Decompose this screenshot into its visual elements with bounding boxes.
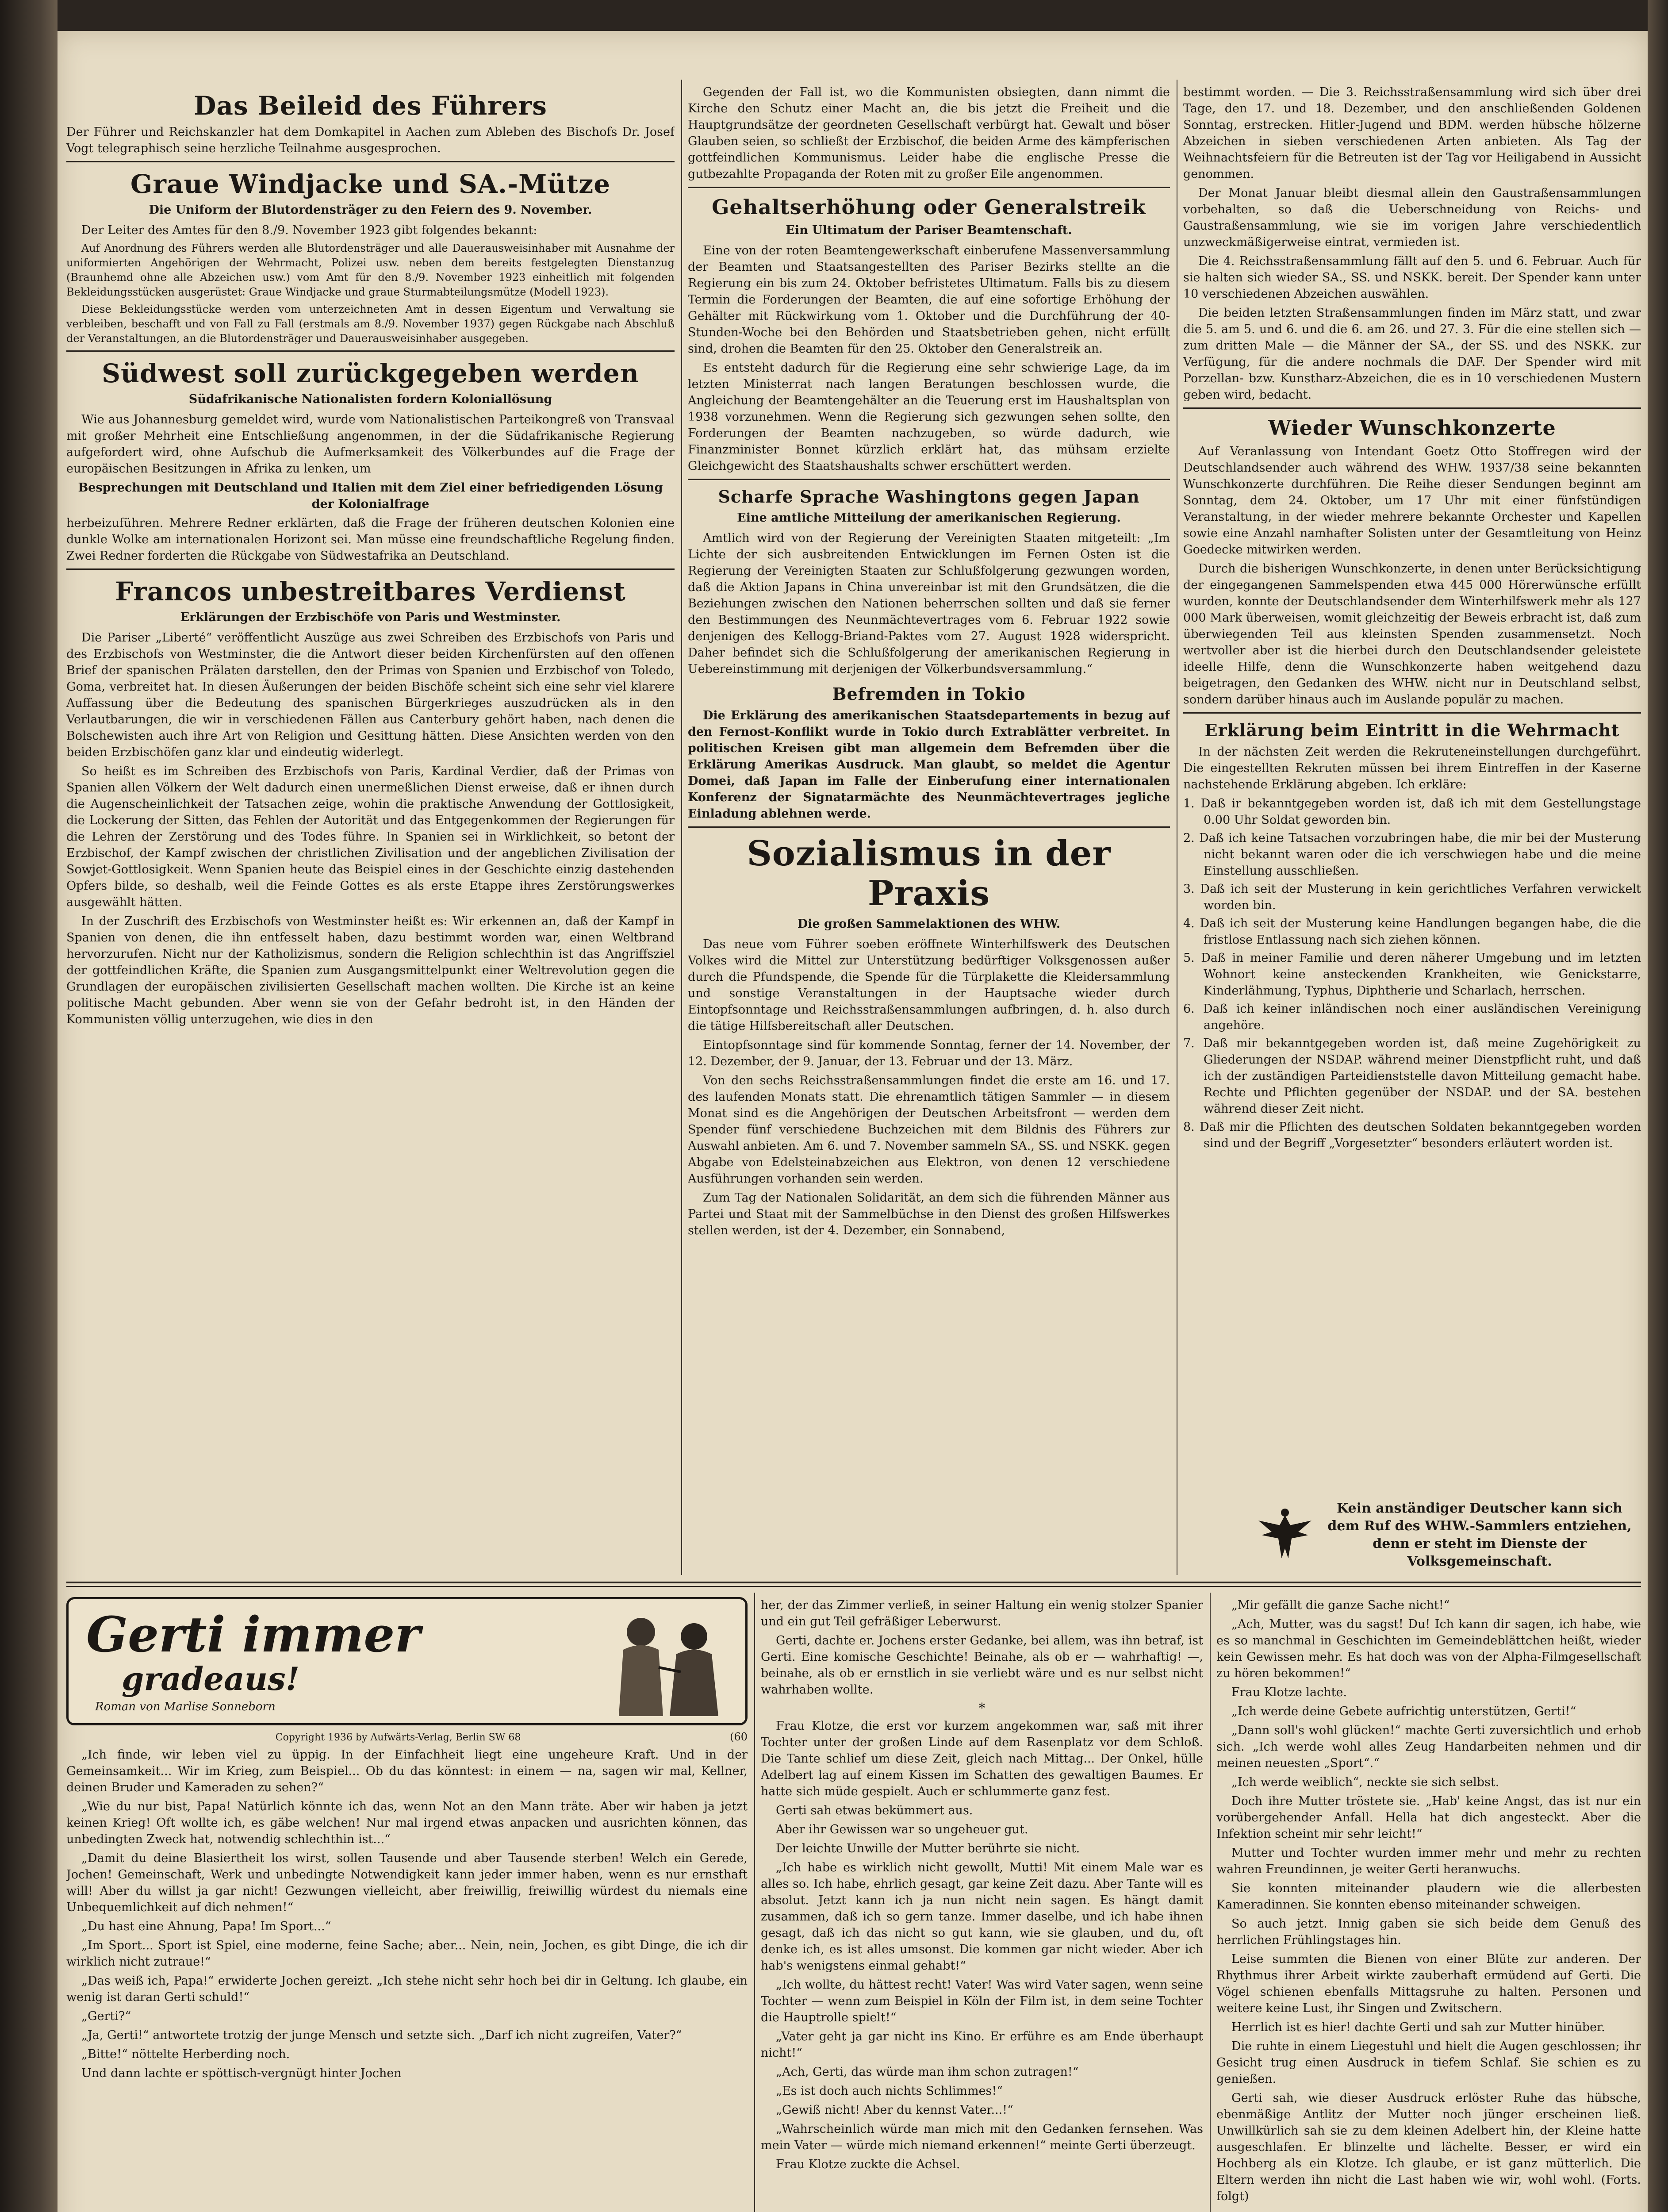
divider — [66, 161, 675, 162]
whw-slogan-box — [1252, 1495, 1641, 1575]
article-suedwest-1: Wie aus Johannesburg gemeldet wird, wurde vom Nationalistischen Parteikongreß von Transvaal mit großer Mehrheit eine Entschließung angenommen, in der die Südafrikanische Regierung aufgefordert wird, ohne Aufschub die Aufmerksamkeit des Völkerbundes auf die Frage der europäischen Besitzungen in Afrika zu lenken, um — [66, 413, 675, 476]
serial-para: So auch jetzt. Innig gaben sie sich beide dem Genuß des herrlichen Frühlingstages hin. — [1216, 1917, 1641, 1947]
serial-para: her, der das Zimmer verließ, in seiner Haltung ein wenig stolzer Spanier und ein gut Teil gefräßiger Leberwurst. — [761, 1598, 1203, 1628]
serial-title-2: gradeaus! — [122, 1660, 300, 1697]
serial-column-3 — [1216, 1597, 1641, 2212]
article-beileid: Der Führer und Reichskanzler hat dem Domkapitel in Aachen zum Ableben des Bischofs Dr. Josef Vogt telegraphisch seine herzliche Teilnahme ausgesprochen. — [66, 125, 675, 155]
column-rule — [1210, 1593, 1211, 2212]
headline-sozialismus: Sozialismus in der Praxis — [747, 833, 1111, 914]
serial-para: Der leichte Unwille der Mutter berührte sie nicht. — [776, 1842, 1080, 1855]
divider — [66, 350, 675, 352]
article-windjacke-3: Diese Bekleidungsstücke werden vom unterzeichneten Amt in dessen Eigentum und Verwaltung sie verbleiben, beschafft und von Fall zu Fall (erstmals am 8./9. November 1937) gegen Rückgabe nach Abschluß der Veranstaltungen, an die Blutordensträger und Dauerausweisinhaber ausgegeben. — [66, 303, 675, 345]
article-windjacke-1: Der Leiter des Amtes für den 8./9. November 1923 gibt folgendes bekannt: — [81, 223, 537, 237]
serial-para: Frau Klotze, die erst vor kurzem angekommen war, saß mit ihrer Tochter unter der großen Linde auf dem Rasenplatz vor dem Schloß. Die Tante schlief um diese Zeit, gleich nach Mittag... Der Onkel, hülle Adelbert lag auf einem Kissen im Schatten des gewaltigen Baumes. Er hatte sich müde gespielt. Auch er schlummerte ganz fest. — [761, 1719, 1203, 1798]
list-item: 3. Daß ich seit der Musterung in kein gerichtliches Verfahren verwickelt worden bin. — [1183, 882, 1641, 912]
serial-para: Doch ihre Mutter tröstete sie. „Hab' keine Angst, das ist nur ein vorübergehender Anfall. Hella hat dich angesteckt. Aber die Infektion scheint mir sehr leicht!“ — [1216, 1794, 1641, 1841]
eagle-icon — [1252, 1502, 1318, 1568]
column-rule — [681, 80, 682, 1575]
serial-para: Herrlich ist es hier! dachte Gerti und sah zur Mutter hinüber. — [1231, 2020, 1605, 2034]
article-francos-1: Die Pariser „Liberté“ veröffentlicht Auszüge aus zwei Schreiben des Erzbischofs von Paris und des Erzbischofs von Westminster, die die Antwort dieser beiden Kirchenfürsten auf den offenen Brief der spanischen Prälaten darstellen, den der Primas von Spanien und Erzbischof von Toledo, Goma, verbreitet hat. In diesen Äußerungen der beiden Bischöfe scheint sich eine sehr viel klarere Auffassung über die Bedeutung des spanischen Bürgerkrieges auszudrücken als in den Verlautbarungen, die wir in verschiedenen Fällen aus Canterbury gehört haben, nach denen die Bolschewisten auch ihre Art von Religion und Gesittung hätten. Diese Ansichten werden von den beiden Erzbischöfen ganz klar und eindeutig widerlegt. — [66, 631, 675, 759]
subhead-suedwest: Südafrikanische Nationalisten fordern Koloniallösung — [188, 392, 552, 406]
article-sozialismus-cont-3: Die 4. Reichsstraßensammlung fällt auf den 5. und 6. Februar. Auch für sie halten sich wieder SA., SS. und NSKK. bereit. Der Spender kann unter 10 verschiedenen Abzeichen auswählen. — [1183, 254, 1641, 301]
list-item: 8. Daß mir die Pflichten des deutschen Soldaten bekanntgegeben worden sind und der Begriff „Vorgesetzter“ besonders erläutert worden ist. — [1183, 1120, 1641, 1150]
serial-column-2 — [761, 1597, 1203, 2212]
serial-para: „Ich wollte, du hättest recht! Vater! Was wird Vater sagen, wenn seine Tochter — wenn zum Beispiel in Köln der Film ist, in dem seine Tochter die Hauptrolle spielt!“ — [761, 1978, 1203, 2024]
list-item: 4. Daß ich seit der Musterung keine Handlungen begangen habe, die die fristlose Entlassung nach sich ziehen können. — [1183, 917, 1641, 947]
headline-japan: Scharfe Sprache Washingtons gegen Japan — [718, 487, 1140, 507]
serial-copyright: Copyright 1936 by Aufwärts-Verlag, Berlin SW 68 — [275, 1732, 521, 1743]
declaration-list — [1183, 795, 1641, 1152]
serial-para: Sie konnten miteinander plaudern wie die allerbesten Kameradinnen. Sie konnten ebenso miteinander schweigen. — [1216, 1882, 1641, 1912]
serial-para: „Damit du deine Blasiertheit los wirst, sollen Tausende und aber Tausende sterben! Welch ein Gerede, Jochen! Gemeinschaft, Werk und unbedingte Notwendigkeit kann jeder immer haben, wenn es nur ernsthaft will! Aber du willst ja gar nicht! Gezwungen vielleicht, aber freiwillig, freiwillig würdest du niemals eine Unbequemlichkeit auf dich nehmen!“ — [66, 1851, 748, 1914]
headline-wunschkonzerte: Wieder Wunschkonzerte — [1268, 416, 1556, 440]
divider — [1183, 712, 1641, 714]
serial-para: „Ich werde weiblich“, neckte sie sich selbst. — [1231, 1775, 1499, 1789]
headline-beileid: Das Beileid des Führers — [194, 91, 547, 121]
headline-francos: Francos unbestreitbares Verdienst — [115, 576, 626, 607]
serial-para: Die ruhte in einem Liegestuhl und hielt die Augen geschlossen; ihr Gesicht trug einen Ausdruck in tiefem Schlaf. Sie schien es zu genießen. — [1216, 2039, 1641, 2086]
serial-para: „Im Sport... Sport ist Spiel, eine moderne, feine Sache; aber... Nein, nein, Jochen, es gibt Dinge, die ich dir wirklich nicht zutraue!“ — [66, 1939, 748, 1969]
column-2 — [688, 84, 1170, 1575]
serial-para: „Dann soll's wohl glücken!“ machte Gerti zuversichtlich und erhob sich. „Ich werde wohl alles Zeug Handarbeiten nehmen und dir meinen neuesten „Sport“.“ — [1216, 1724, 1641, 1770]
subhead-gehalt: Ein Ultimatum der Pariser Beamtenschaft. — [786, 223, 1072, 237]
serial-para: „Ich habe es wirklich nicht gewollt, Mutti! Mit einem Male war es alles so. Ich habe, ehrlich gesagt, gar keine Zeit dazu. Aber Tante will es absolut. Jetzt kann ich ja nun nicht nein sagen. Es hängt damit zusammen, daß ich so gern tanze. Immer daselbe, und ich habe ihnen gesagt, daß ich das nicht so gut kann, wie sie glauben, und du, oft denke ich, es ist alles umsonst. Die kommen gar nicht wieder. Aber ich hab's wenigstens einmal gehabt!“ — [761, 1861, 1203, 1973]
article-sozialismus-cont-4: Die beiden letzten Straßensammlungen finden im März statt, und zwar die 5. am 5. und 6. und die 6. am 26. und 27. 3. Für die eine stellen sich — zum dritten Male — die Männer der SA., der SS. und des NSKK. zur Verfügung, für die andere nochmals die DAF. Der Spender wird mit Porzellan- bzw. Kunstharz-Abzeichen, die es in 10 verschiedenen Mustern geben wird, bedacht. — [1183, 306, 1641, 402]
list-item: 7. Daß mir bekanntgegeben worden ist, daß meine Zugehörigkeit zu Gliederungen der NSDAP. während meiner Dienstpflicht ruht, und daß ich der zuständigen Parteidienststelle davon Mitteilung gemacht habe. Rechte und Pflichten gegenüber der NSDAP. und der SA. bestehen während dieser Zeit nicht. — [1183, 1037, 1641, 1116]
serial-para: „Ich finde, wir leben viel zu üppig. In der Einfachheit liegt eine ungeheure Kraft. Und in der Gemeinsamkeit... Wir im Krieg, zum Beispiel... Ob du das könntest: in einem — na, sagen wir mal, Kellner, deinen Bruder und Kameraden zu sehen?“ — [66, 1748, 748, 1794]
serial-column-1 — [66, 1597, 748, 2212]
serial-para: Leise summten die Bienen von einer Blüte zur anderen. Der Rhythmus ihrer Arbeit wirkte zauberhaft ermüdend auf Gerti. Die Vögel schienen ebenfalls Mittagsruhe zu halten. Personen und weitere keine Lust, ihr Singen und Zwitschern. — [1216, 1952, 1641, 2015]
headline-tokio: Befremden in Tokio — [832, 684, 1026, 704]
serial-para: „Vater geht ja gar nicht ins Kino. Er erführe es am Ende überhaupt nicht!“ — [761, 2030, 1203, 2060]
article-windjacke-2: Auf Anordnung des Führers werden alle Blutordensträger und alle Dauerausweisinhaber mit Ausnahme der uniformierten Angehörigen der Wehrmacht, Polizei usw. neben dem bereits festgelegten Dienstanzug (Braunhemd ohne alle Abzeichen usw.) vom Amt für den 8./9. November 1923 einheitlich mit folgenden Bekleidungsstücken ausgerüstet: Graue Windjacke und graue Sturmabteilungsmütze (Modell 1923). — [66, 242, 675, 298]
subhead-windjacke: Die Uniform der Blutordensträger zu den Feiern des 9. November. — [149, 203, 592, 217]
serial-para: „Mir gefällt die ganze Sache nicht!“ — [1231, 1598, 1450, 1612]
article-sozialismus-cont: bestimmt worden. — Die 3. Reichsstraßensammlung wird sich über drei Tage, den 17. und 18. Dezember, und den anschließenden Goldenen Sonntag, erstrecken. Hitler-Jugend und BDM. werden hübsche hölzerne Abzeichen in sieben verschiedenen Arten anbieten. Als Tag der Weihnachtsfeiern für die Betreuten ist der Tag vor Heiligabend in Aussicht genommen. — [1183, 85, 1641, 181]
divider — [66, 568, 675, 570]
serial-para: „Bitte!“ nöttelte Herberding noch. — [81, 2047, 290, 2061]
newspaper-page — [58, 31, 1648, 2212]
article-wunsch-1: Auf Veranlassung von Intendant Goetz Otto Stoffregen wird der Deutschlandsender auch während des WHW. 1937/38 seine bekannten Wunschkonzerte durchführen. Die Reihe dieser Sendungen beginnt am Sonntag, dem 24. Oktober, um 17 Uhr mit einer fünfstündigen Veranstaltung, in der wieder mehrere bekannte Orchester und Kapellen sowie eine Anzahl namhafter Solisten unter der Gesamtleitung von Heinz Goedecke mitwirken werden. — [1183, 445, 1641, 557]
serial-para: „Ja, Gerti!“ antwortete trotzig der junge Mensch und setzte sich. „Darf ich nicht zugreifen, Vater?“ — [81, 2028, 682, 2042]
whw-slogan: Kein anständiger Deutscher kann sich dem Ruf des WHW.-Sammlers entziehen, denn er steht im Dienste der Volksgemeinschaft. — [1327, 1501, 1632, 1569]
serial-para: Mutter und Tochter wurden immer mehr und mehr zu rechten wahren Freundinnen, je weiter Gerti heranwuchs. — [1216, 1846, 1641, 1876]
list-item: 6. Daß ich keiner inländischen noch einer ausländischen Vereinigung angehöre. — [1183, 1002, 1641, 1032]
column-1 — [66, 84, 675, 1575]
article-francos-3: In der Zuschrift des Erzbischofs von Westminster heißt es: Wir erkennen an, daß der Kampf in Spanien von denen, die ihn entfesselt haben, dazu bestimmt worden war, einen Weltbrand hervorzurufen. Nicht nur der Katholizismus, sondern die Religion schlechthin ist das Angriffsziel der gottfeindlichen Kräfte, die Spanien zum Ausgangsmittelpunkt einer Weltrevolution gegen die Grundlagen der europäischen zivilisierten Gesellschaft machen wollten. Die Kirche ist an keine politische Macht gebunden. Aber wenn sie von der Gefahr bedroht ist, in den Händen der Kommunisten völlig unterzugehen, wie dies in den — [66, 914, 675, 1026]
article-sozialismus-cont-2: Der Monat Januar bleibt diesmal allein den Gaustraßensammlungen vorbehalten, so daß die Ueberschneidung von Reichs- und Gaustraßensammlung, wie sie im vorigen Jahre verschiedentlich unzweckmäßigerweise eintrat, vermieden ist. — [1183, 186, 1641, 249]
serial-para: „Ich werde deine Gebete aufrichtig unterstützen, Gerti!“ — [1231, 1705, 1576, 1718]
subhead-japan: Eine amtliche Mitteilung der amerikanischen Regierung. — [737, 511, 1121, 525]
article-sozialismus-1: Das neue vom Führer soeben eröffnete Winterhilfswerk des Deutschen Volkes wird die Mittel zur Unterstützung bedürftiger Volksgenossen außer durch die Pfundspende, die Spende für die Türplakette die Kleidersammlung und sonstige Veranstaltungen in der Hauptsache wieder durch Eintopfsonntage und Reichsstraßensammlungen aufbringen, d. h. also durch die tätige Hilfsbereitschaft aller Deutschen. — [688, 937, 1170, 1033]
serial-para: „Wie du nur bist, Papa! Natürlich könnte ich das, wenn Not an den Mann träte. Aber wir haben ja jetzt keinen Krieg! Oft wollte ich, es gäbe welchen! Nur mal irgend etwas anpacken und ausrichten können, das unbedingten Zweck hat, notwendig schlechthin ist...“ — [66, 1800, 748, 1846]
article-gehalt-1: Eine von der roten Beamtengewerkschaft einberufene Massenversammlung der Beamten und Staatsangestellten des Pariser Bezirks stellte an die Regierung ein bis zum 24. Oktober befristetes Ultimatum. Falls bis zu diesem Termin die Forderungen der Beamten, die auf eine sofortige Erhöhung der Gehälter mit Rückwirkung vom 1. Oktober und die Durchführung der 40-Stunden-Woche bei den Behörden und Staatsbetrieben gehen, nicht erfüllt sind, drohen die Beamten für den 25. Oktober den Generalstreik an. — [688, 244, 1170, 356]
divider — [688, 187, 1170, 188]
divider — [688, 479, 1170, 480]
serial-byline: Roman von Marlise Sonneborn — [95, 1700, 276, 1713]
column-rule — [754, 1593, 755, 2212]
serial-banner — [66, 1597, 748, 1725]
article-suedwest-3: herbeizuführen. Mehrere Redner erklärten, daß die Frage der früheren deutschen Kolonien eine dunkle Wolke am internationalen Horizont sei. Man müsse eine freundschaftliche Regelung finden. Zwei Redner forderten die Rückgabe von Südwestafrika an Deutschland. — [66, 516, 675, 563]
article-suedwest-2: Besprechungen mit Deutschland und Italien mit dem Ziel einer befriedigenden Lösung der Kolonialfrage — [78, 481, 663, 511]
serial-number: (60 — [730, 1731, 748, 1743]
subhead-francos: Erklärungen der Erzbischöfe von Paris und Westminster. — [180, 611, 561, 624]
article-erklaerung-intro: In der nächsten Zeit werden die Rekruteneinstellungen durchgeführt. Die eingestellten Rekruten müssen bei ihrem Eintreffen in der Kaserne nachstehende Erklärung abgeben. Ich erkläre: — [1183, 745, 1641, 791]
serial-para: Frau Klotze zuckte die Achsel. — [776, 2158, 960, 2171]
subhead-sozialismus: Die großen Sammelaktionen des WHW. — [797, 917, 1061, 931]
serial-para: „Ach, Mutter, was du sagst! Du! Ich kann dir sagen, ich habe, wie es so manchmal in Geschichten im Gemeindeblättchen heißt, wieder kein Gewissen mehr. Es hat doch was von der Alpha-Filmgesellschaft zu hören bekommen!“ — [1216, 1617, 1641, 1680]
list-item: 1. Daß ir bekanntgegeben worden ist, daß ich mit dem Gestellungstage 0.00 Uhr Soldat geworden bin. — [1183, 797, 1641, 827]
page-edge — [1648, 0, 1668, 2212]
serial-para: Gerti, dachte er. Jochens erster Gedanke, bei allem, was ihn betraf, ist Gerti. Eine komische Geschichte! Beinahe, als ob er — wahrhaftig! —, beinahe, als ob er ernstlich in sie verliebt wäre und es nur selbst nicht wahrhaben wollte. — [761, 1634, 1203, 1697]
divider — [688, 826, 1170, 828]
serial-illustration — [592, 1605, 738, 1716]
serial-para: „Gerti?“ — [81, 2009, 131, 2023]
serial-para: „Es ist doch auch nichts Schlimmes!“ — [776, 2084, 1003, 2098]
article-japan-1: Amtlich wird von der Regierung der Vereinigten Staaten mitgeteilt: „Im Lichte der sich ausbreitenden Entwicklungen im Fernen Osten ist die Regierung der Vereinigten Staaten zur Schlußfolgerung gezwungen worden, daß die Aktion Japans in China unvereinbar ist mit den Grundsätzen, die die Beziehungen zwischen den Nationen beherrschen sollten und daß sie ferner den Bestimmungen des Neunmächtevertrages vom 6. Februar 1922 sowie denjenigen des Kellogg-Briand-Paktes vom 27. August 1928 widerspricht. Daher befindet sich die Schlußfolgerung der amerikanischen Regierung in Uebereinstimmung mit derjenigen der Völkerbundsversammlung.“ — [688, 531, 1170, 676]
headline-suedwest: Südwest soll zurückgegeben werden — [102, 358, 639, 388]
serial-para: „Gewiß nicht! Aber du kennst Vater...!“ — [776, 2103, 1013, 2117]
serial-para: „Das weiß ich, Papa!“ erwiderte Jochen gereizt. „Ich stehe nicht sehr hoch bei dir in Geltung. Ich glaube, ein wenig ist daran Gerti schuld!“ — [66, 1974, 748, 2004]
article-sozialismus-3: Von den sechs Reichsstraßensammlungen findet die erste am 16. und 17. des laufenden Monats statt. Die ehrenamtlich tätigen Sammler — in diesem Monat sind es die Angehörigen der Deutschen Arbeitsfront — werden dem Spender fünf verschiedene Buchzeichen mit dem Bildnis des Führers zur Auswahl anbieten. Am 6. und 7. November sammeln SA., SS. und NSKK. gegen Abgabe von Edelsteinabzeichen aus Elektron, von denen 12 verschiedene Ausführungen vorhanden sein werden. — [688, 1074, 1170, 1186]
feuilleton-rule — [66, 1586, 1641, 1587]
section-star: * — [978, 1701, 985, 1716]
serial-title: Gerti immer — [86, 1606, 421, 1663]
serial-para: Gerti sah, wie dieser Ausdruck erlöster Ruhe das hübsche, ebenmäßige Antlitz der Mutter noch jünger erscheinen ließ. Unwillkürlich sah sie zu dem kleinen Adelbert hin, der Kleine hatte ausgeschlafen. Er blinzelte und lächelte. Besser, er wird ein Hochberg als ein Klotze. Ich glaube, er ist ganz mütterlich. Die Eltern werden ihn nicht die Last haben wie wir, wohl wohl. (Forts. folgt) — [1216, 2091, 1641, 2203]
list-item: 2. Daß ich keine Tatsachen vorzubringen habe, die mir bei der Musterung nicht bekannt waren oder die ich verschwiegen habe und die meine Einstellung ausschließen. — [1183, 831, 1641, 878]
serial-para: Und dann lachte er spöttisch-vergnügt hinter Jochen — [81, 2066, 402, 2080]
article-tokio: Die Erklärung des amerikanischen Staatsdepartements in bezug auf den Fernost-Konflikt wurde in Tokio durch Extrablätter verbreitet. In politischen Kreisen gibt man allgemein dem Befremden über die Erklärung Amerikas Ausdruck. Man glaubt, so meldet die Agentur Domei, daß Japan im Falle der Einberufung einer internationalen Konferenz der Signatarmächte des Neunmächtevertrages jegliche Einladung ablehnen werde. — [688, 709, 1170, 821]
serial-para: „Wahrscheinlich würde man mich mit den Gedanken fernsehen. Was mein Vater — würde mich niemand erkennen!“ meinte Gerti überzeugt. — [761, 2122, 1203, 2152]
headline-gehalt: Gehaltserhöhung oder Generalstreik — [712, 195, 1146, 219]
article-sozialismus-4: Zum Tag der Nationalen Solidarität, an dem sich die führenden Männer aus Partei und Staat mit der Sammelbüchse in den Dienst des großen Hilfswerkes stellen werden, ist der 4. Dezember, ein Sonnabend, — [688, 1191, 1170, 1237]
serial-para: Frau Klotze lachte. — [1231, 1686, 1347, 1699]
book-spine — [0, 0, 58, 2212]
headline-erklaerung: Erklärung beim Eintritt in die Wehrmacht — [1204, 720, 1620, 740]
article-gehalt-2: Es entsteht dadurch für die Regierung eine sehr schwierige Lage, da im letzten Ministerrat nach langen Beratungen beschlossen wurde, die Angleichung der Beamtengehälter an die Teuerung erst im Haushaltsplan von 1938 vorzunehmen. Wenn die Regierung sich gezwungen sehen sollte, den Forderungen der Beamten nachzugeben, so würde dadurch, wie Finanzminister Bonnet kürzlich erklärt hat, das mühsam erzielte Gleichgewicht des Staatshaushalts schwer erschüttert werden. — [688, 361, 1170, 473]
article-francos-cont: Gegenden der Fall ist, wo die Kommunisten obsiegten, dann nimmt die Kirche den Schutz einer Macht an, die bis jetzt die Freiheit und die Hauptgrundsätze der geordneten Gesellschaft verbürgt hat. Gewalt und böser Glauben seien, so schließt der Erzbischof, die beiden Arme des kämpferischen gottfeindlichen Kommunismus. Leider habe die englische Presse die gutbezahlte Propaganda der Roten mit zu großer Eile angenommen. — [688, 85, 1170, 181]
serial-para: Gerti sah etwas bekümmert aus. — [776, 1804, 973, 1817]
article-sozialismus-2: Eintopfsonntage sind für kommende Sonntag, ferner der 14. November, der 12. Dezember, der 9. Januar, der 13. Februar und der 13. März. — [688, 1038, 1170, 1068]
divider — [1183, 407, 1641, 409]
article-francos-2: So heißt es im Schreiben des Erzbischofs von Paris, Kardinal Verdier, daß der Primas von Spanien allen Völkern der Welt dadurch einen unermeßlichen Dienst erweise, daß er ihnen durch die Augenscheinlichkeit der Tatsachen zeige, wohin die praktische Anwendung der Gottlosigkeit, die Lockerung der Sitten, das Fehlen der Autorität und das Entgegenkommen der Regierungen für die Lehren der Zerstörung und des Todes führe. In Spanien sei in Wirklichkeit, so betont der Erzbischof, der Kampf zwischen der christlichen Zivilisation und der angeblichen Zivilisation der Sowjet-Gottlosigkeit. Wenn Spanien heute das Beispiel eines in der Geschichte einzig dastehenden Opfers bilde, so deshalb, weil die Feinde Gottes es als erste Etappe ihres Zerstörungswerkes ausgewählt hätten. — [66, 764, 675, 909]
feuilleton-rule — [66, 1582, 1641, 1583]
column-3 — [1183, 84, 1641, 1575]
article-wunsch-2: Durch die bisherigen Wunschkonzerte, in denen unter Berücksichtigung der eingegangenen Sammelspenden etwa 445 000 Hörerwünsche erfüllt wurden, konnte der Deutschlandsender dem Winterhilfswerk mehr als 127 000 Mark überweisen, womit gleichzeitig der Beweis erbracht ist, daß zum überwiegenden Teil aus kleinsten Spenden zusammensetzt. Noch wertvoller aber ist die hierbei durch den Deutschlandsender geleistete ideelle Hilfe, denn die Wunschkonzerte haben weitgehend dazu beigetragen, den Gedanken des WHW. nicht nur in Deutschland selbst, sondern darüber hinaus auch im Auslande populär zu machen. — [1183, 562, 1641, 707]
serial-para: „Ach, Gerti, das würde man ihm schon zutragen!“ — [776, 2065, 1079, 2079]
serial-para: Aber ihr Gewissen war so ungeheuer gut. — [776, 1823, 1028, 1836]
serial-para: „Du hast eine Ahnung, Papa! Im Sport...“ — [81, 1920, 331, 1933]
headline-windjacke: Graue Windjacke und SA.-Mütze — [130, 169, 611, 199]
list-item: 5. Daß in meiner Familie und deren näherer Umgebung und im letzten Wohnort keine ansteckenden Krankheiten, wie Genickstarre, Kinderlähmung, Typhus, Diphtherie und Scharlach, herrschen. — [1183, 951, 1641, 998]
